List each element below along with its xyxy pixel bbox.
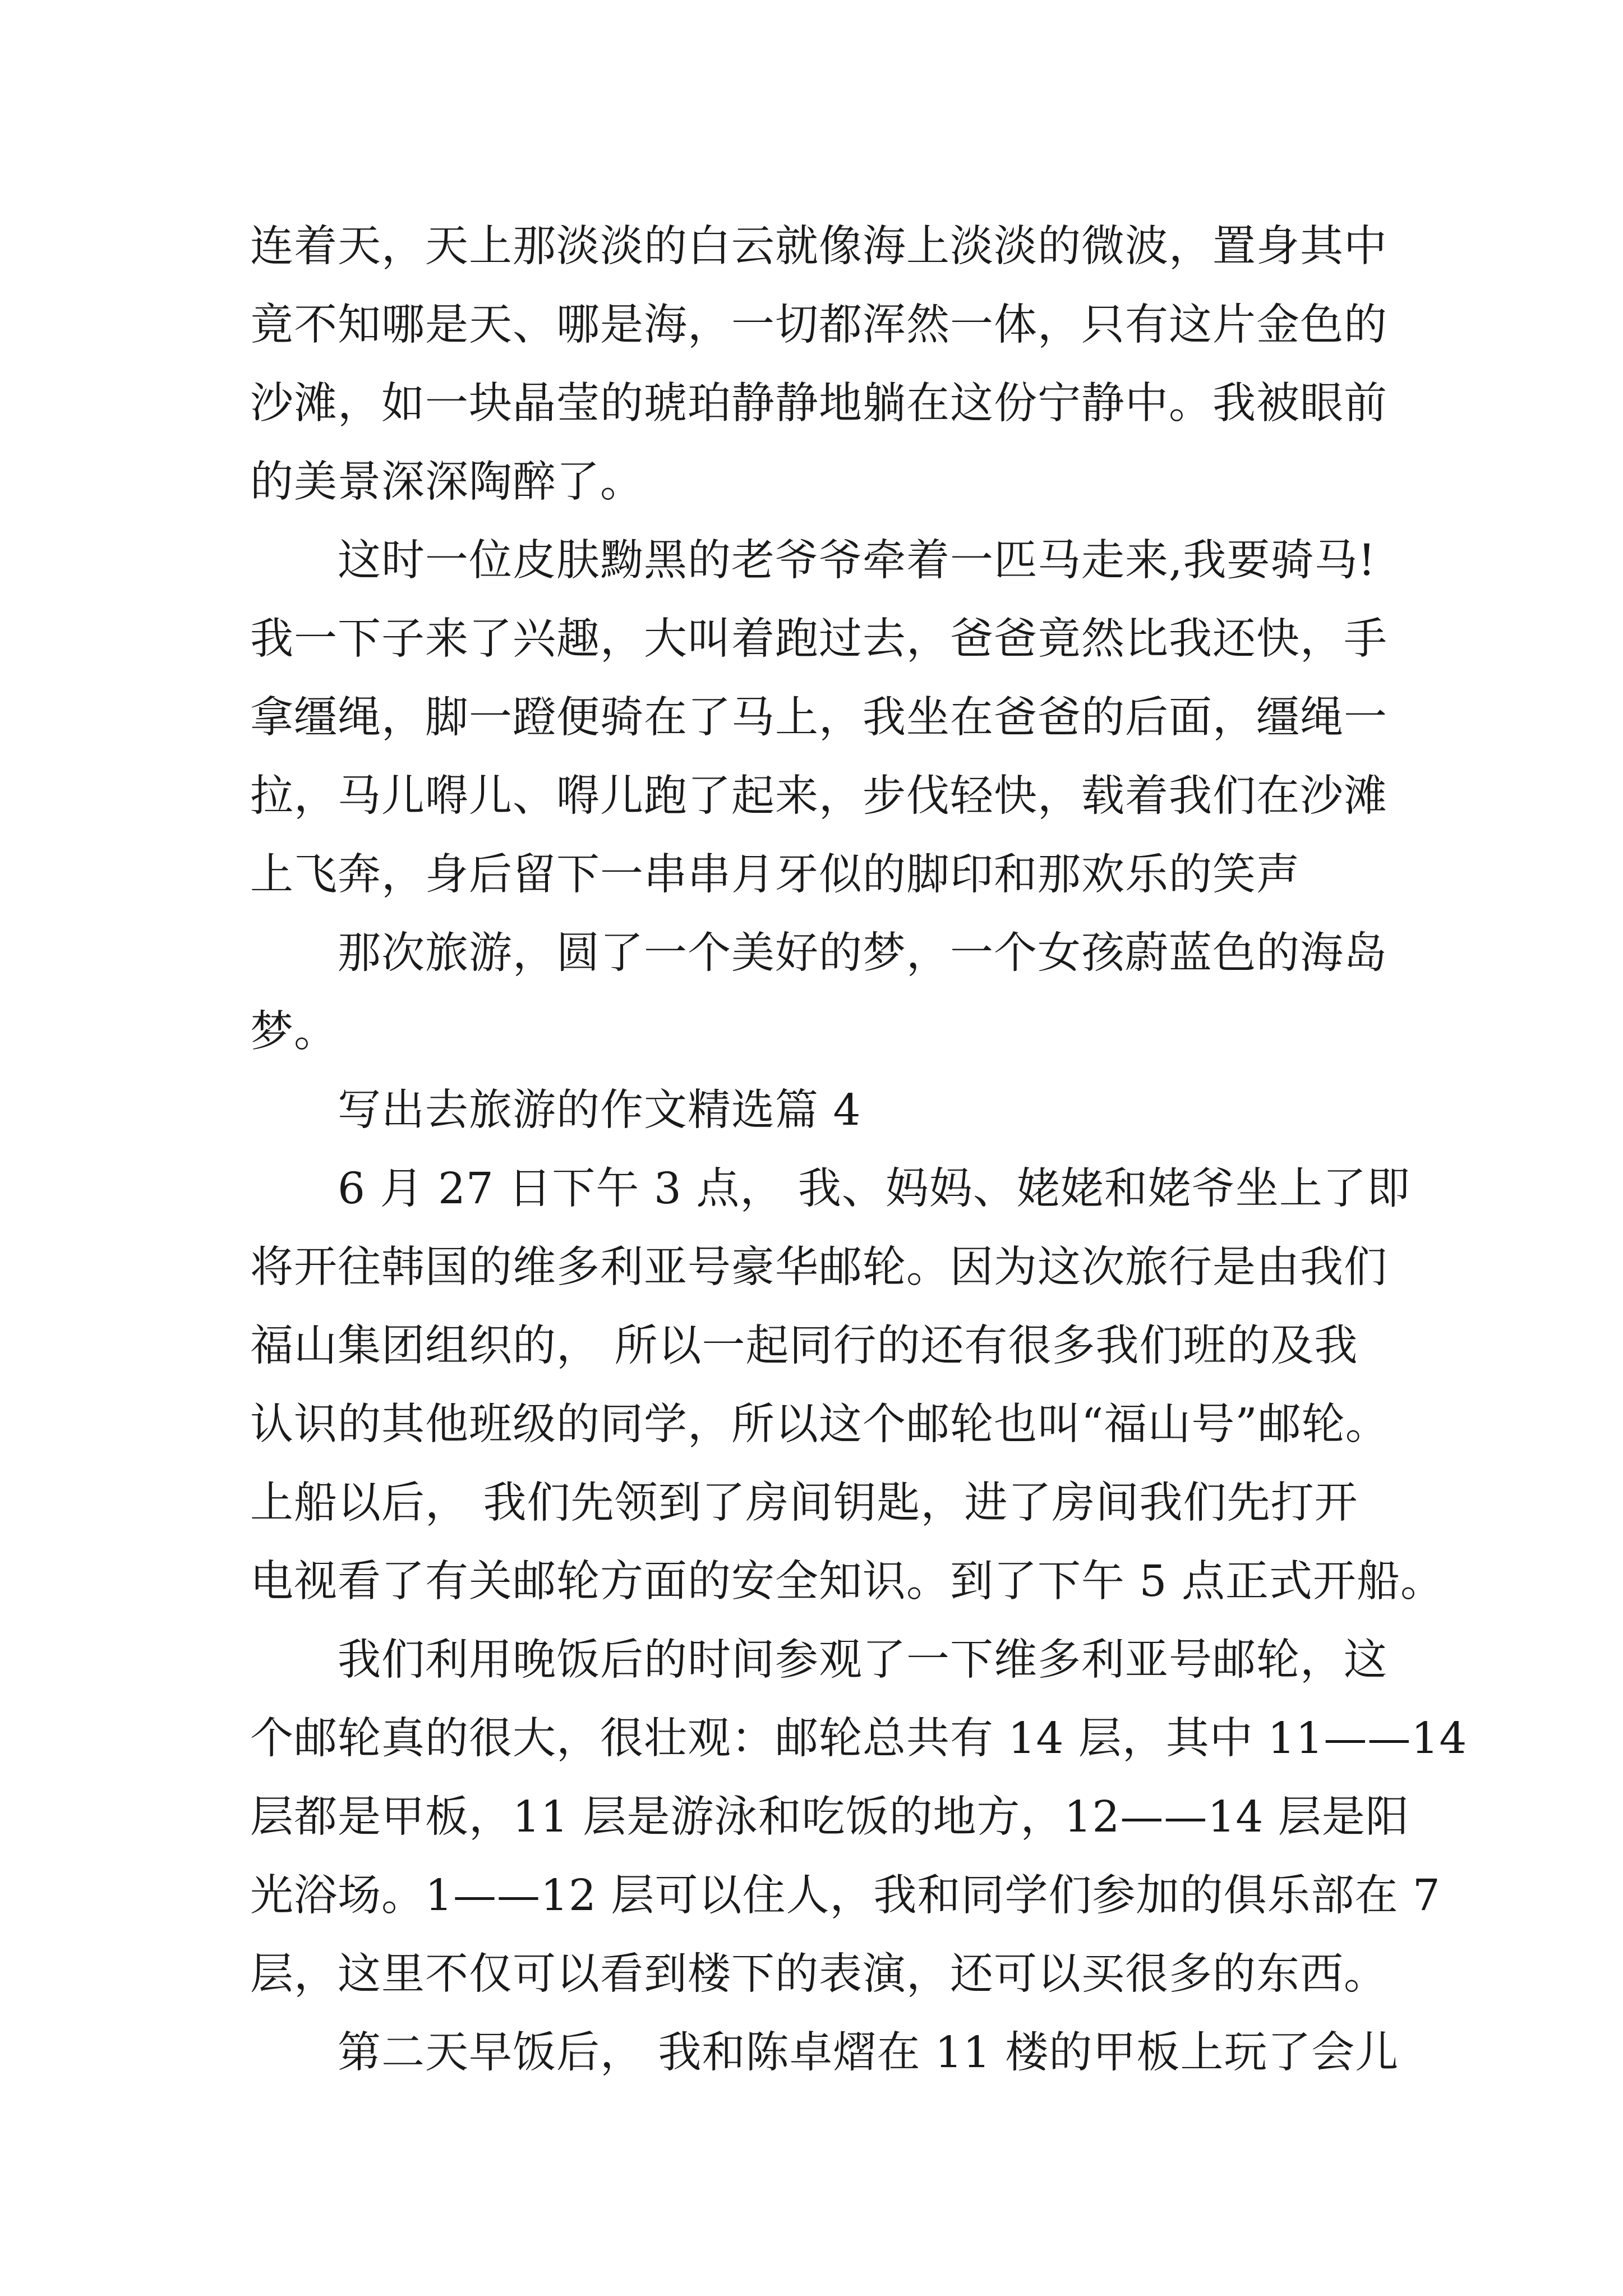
- text-line: 连着天，天上那淡淡的白云就像海上淡淡的微波，置身其中: [250, 222, 1387, 272]
- paragraph-start-line: 那次旅游，圆了一个美好的梦，一个女孩蔚蓝色的海岛: [338, 928, 1387, 978]
- text-line: 我一下子来了兴趣，大叫着跑过去，爸爸竟然比我还快，手: [250, 614, 1387, 664]
- text-line: 认识的其他班级的同学，所以这个邮轮也叫“福山号”邮轮。: [250, 1400, 1389, 1450]
- text-line: 上船以后， 我们先领到了房间钥匙，进了房间我们先打开: [250, 1478, 1358, 1528]
- paragraph-start-line: 6 月 27 日下午 3 点， 我、妈妈、姥姥和姥爷坐上了即: [338, 1164, 1410, 1214]
- text-line: 电视看了有关邮轮方面的安全知识。到了下午 5 点正式开船。: [250, 1557, 1444, 1607]
- text-line: 层，这里不仅可以看到楼下的表演，还可以买很多的东西。: [250, 1949, 1387, 1999]
- paragraph-start-line: 第二天早饭后， 我和陈卓熠在 11 楼的甲板上玩了会儿: [338, 2028, 1399, 2078]
- text-line: 上飞奔，身后留下一串串月牙似的脚印和那欢乐的笑声: [250, 850, 1300, 900]
- text-line: 拿缰绳，脚一蹬便骑在了马上，我坐在爸爸的后面，缰绳一: [250, 693, 1387, 743]
- text-line: 拉，马儿嘚儿、嘚儿跑了起来，步伐轻快，载着我们在沙滩: [250, 771, 1387, 821]
- section-heading: 写出去旅游的作文精选篇 4: [338, 1085, 861, 1135]
- paragraph-start-line: 我们利用晚饭后的时间参观了一下维多利亚号邮轮，这: [338, 1635, 1387, 1685]
- paragraph-start-line: 这时一位皮肤黝黑的老爷爷牵着一匹马走来,我要骑马!: [338, 536, 1376, 586]
- text-line: 个邮轮真的很大，很壮观：邮轮总共有 14 层，其中 11——14: [250, 1714, 1468, 1764]
- text-line: 福山集团组织的， 所以一起同行的还有很多我们班的及我: [250, 1321, 1358, 1371]
- text-line: 沙滩，如一块晶莹的琥珀静静地躺在这份宁静中。我被眼前: [250, 379, 1387, 429]
- text-line: 竟不知哪是天、哪是海，一切都浑然一体，只有这片金色的: [250, 300, 1387, 350]
- text-line: 光浴场。1——12 层可以住人，我和同学们参加的俱乐部在 7: [250, 1871, 1441, 1921]
- text-line: 将开往韩国的维多利亚号豪华邮轮。因为这次旅行是由我们: [250, 1243, 1387, 1292]
- text-line: 的美景深深陶醉了。: [250, 457, 644, 507]
- text-line: 层都是甲板，11 层是游泳和吃饭的地方，12——14 层是阳: [250, 1792, 1409, 1842]
- text-line: 梦。: [250, 1007, 338, 1057]
